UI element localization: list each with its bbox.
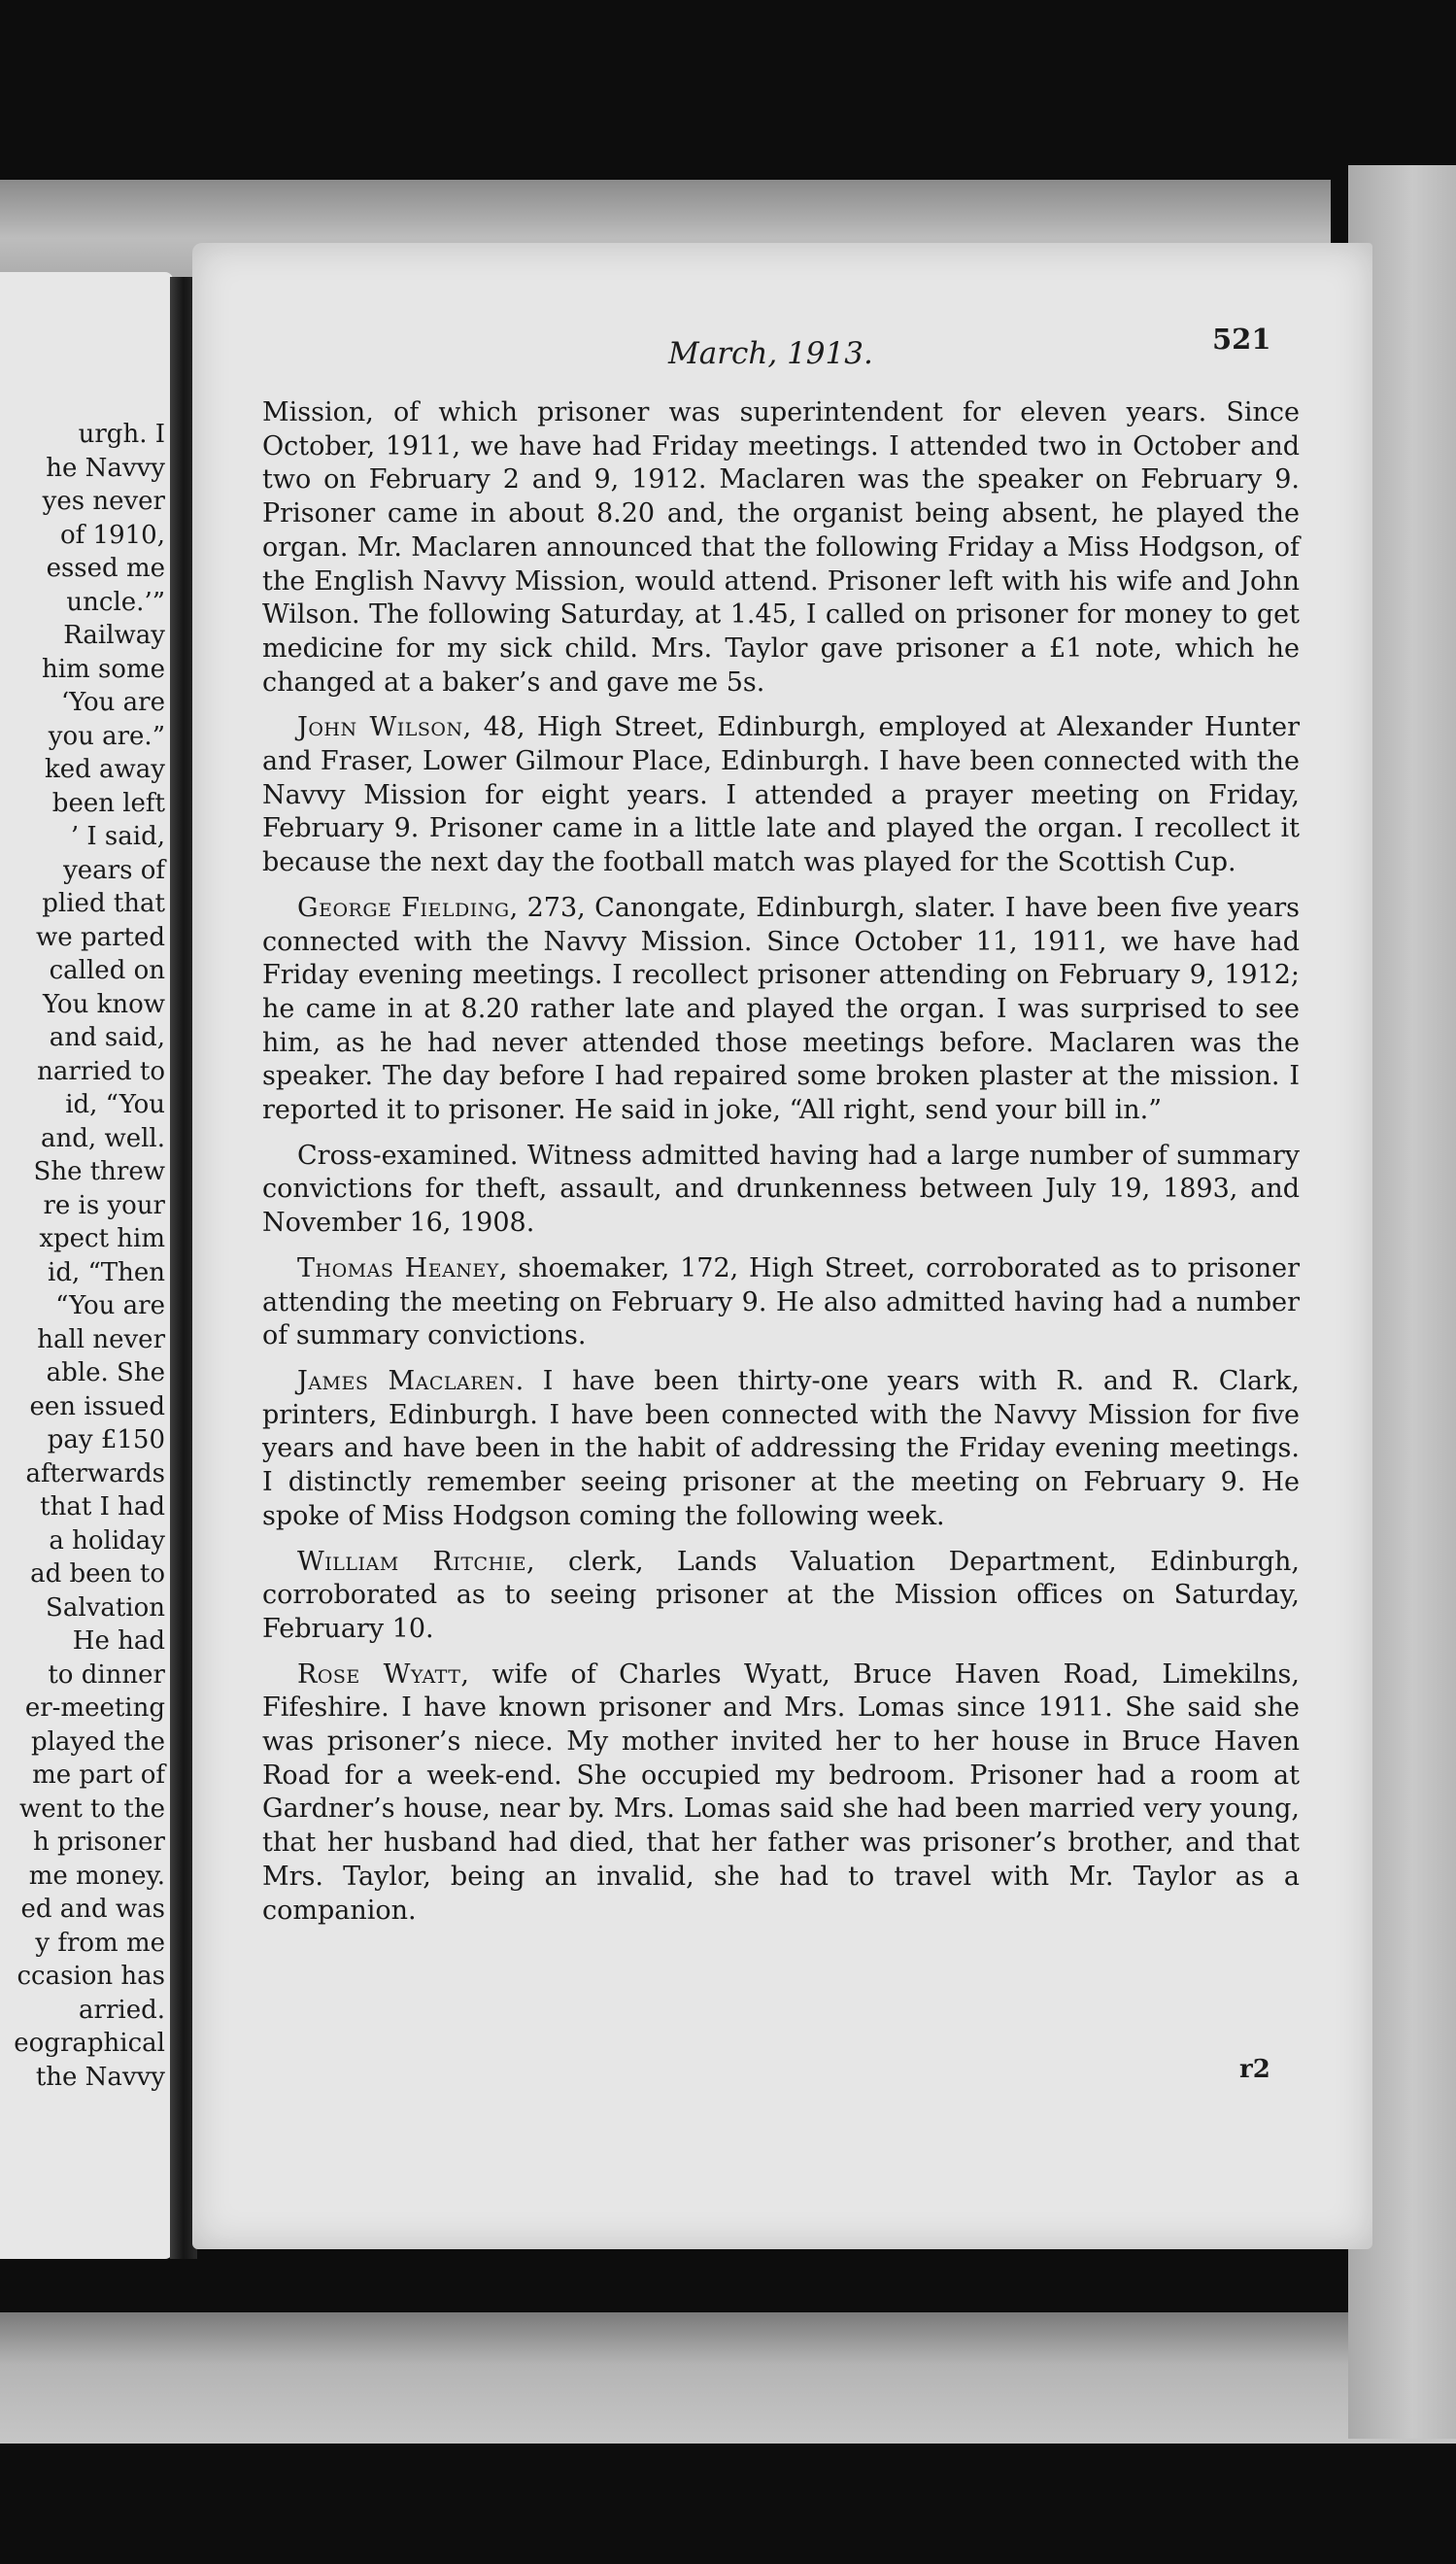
paragraph	[262, 1252, 1300, 1353]
left-page-line: She threw	[33, 1157, 165, 1186]
left-page-line: ccasion has	[17, 1962, 165, 1991]
left-page-line: he Navvy	[46, 453, 165, 483]
witness-name: Thomas Heaney	[297, 1252, 499, 1283]
left-page-line: ed and was	[20, 1895, 165, 1924]
left-page-line: Salvation	[46, 1592, 165, 1623]
paragraph-text: . I have been thirty-one years with R. and R. Clark, printers, Edinburgh. I have been connected with the Navvy Mission for five years and have been in the habit of addressing the Friday evening meetings. I distinctly remember seeing prisoner at the meeting on February 9. He spoke of Miss Hodgson coming the following week.	[262, 1365, 1300, 1531]
witness-name: James Maclaren	[297, 1365, 516, 1396]
left-page-line: played the	[30, 1726, 165, 1757]
left-page-line: able. She	[46, 1358, 165, 1387]
left-page-line: plied that	[42, 889, 165, 918]
left-page-line: called on	[49, 956, 165, 985]
left-page-line: been left	[51, 788, 165, 818]
right-page	[192, 243, 1372, 2249]
left-page-line: He had	[72, 1626, 165, 1656]
paragraph-text: Cross-examined. Witness admitted having had a large number of summary convictions for theft, assault, and drunkenness between July 19, 1893, and November 16, 1908.	[262, 1140, 1300, 1239]
page-number: 521	[1212, 323, 1271, 356]
left-page-fragment	[0, 272, 173, 2259]
paragraph-text: , wife of Charles Wyatt, Bruce Haven Road, Limekilns, Fifeshire. I have known prisoner and Mrs. Lomas since 1911. She said she was prisoner’s niece. My mother invited her to her house in Bruce Haven Road for a week-end. She occupied my bedroom. Prisoner had a room at Gardner’s house, near by. Mrs. Lomas said she had been married very young, that her husband had died, that her father was prisoner’s brother, and that Mrs. Taylor, being an invalid, she had to travel with Mr. Taylor as a companion.	[262, 1658, 1300, 1926]
paragraph-text: Mission, of which prisoner was superintendent for eleven years. Since October, 1911, we have had Friday meetings. I attended two in October and two on February 2 and 9, 1912. Maclaren was the speaker on February 9. Prisoner came in about 8.20 and, the organist being absent, he played the organ. Mr. Maclaren announced that the following Friday a Miss Hodgson, of the English Navvy Mission, would attend. Prisoner left with his wife and John Wilson. The following Saturday, at 1.45, I called on prisoner for money to get medicine for my sick child. Mrs. Taylor gave prisoner a £1 note, which he changed at a baker’s and gave me 5s.	[262, 397, 1300, 698]
left-page-line: me part of	[32, 1761, 165, 1790]
left-page-line: id, “Then	[48, 1257, 165, 1287]
witness-name: William Ritchie	[297, 1546, 527, 1577]
left-page-line: id, “You	[65, 1090, 165, 1119]
left-page-line: You know	[43, 989, 165, 1019]
paragraph	[262, 1140, 1300, 1241]
left-page-line: ‘You are	[60, 688, 165, 717]
left-page-line: yes never	[42, 487, 165, 516]
left-page-line: to dinner	[48, 1659, 165, 1690]
left-page-line: ad been to	[30, 1559, 165, 1589]
page-body	[262, 396, 1300, 1939]
left-page-line: Railway	[63, 621, 165, 650]
left-page-line: re is your	[43, 1190, 165, 1220]
left-page-line: him some	[41, 654, 165, 684]
witness-name: Rose Wyatt	[297, 1658, 461, 1690]
printer-signature-mark: r2	[1239, 2055, 1270, 2084]
film-margin-bottom	[0, 2312, 1456, 2444]
left-page-line: essed me	[46, 554, 165, 583]
left-page-line: years of	[63, 855, 165, 885]
paragraph	[262, 892, 1300, 1128]
left-page-line: me money.	[28, 1861, 165, 1891]
left-page-line: a holiday	[49, 1525, 165, 1555]
left-page-line: and, well.	[41, 1123, 165, 1153]
left-page-line: eographical	[14, 2029, 165, 2058]
left-page-line: you are.”	[48, 721, 165, 751]
witness-name: John Wilson	[297, 712, 463, 743]
left-page-line: we parted	[36, 922, 165, 952]
paragraph	[262, 711, 1300, 880]
left-page-line: uncle.’”	[66, 587, 165, 617]
witness-name: George Fielding	[297, 892, 510, 923]
left-page-line: afterwards	[25, 1458, 165, 1488]
page-header	[192, 323, 1372, 375]
paragraph	[262, 396, 1300, 700]
paragraph-text: , shoemaker, 172, High Street, corroborated as to prisoner attending the meeting on February 9. He also admitted having had a number of summary convictions.	[262, 1252, 1300, 1351]
left-page-line: the Navvy	[35, 2062, 165, 2092]
left-page-line: h prisoner	[33, 1828, 165, 1857]
left-page-line: xpect him	[39, 1224, 165, 1253]
paragraph-text: , clerk, Lands Valuation Department, Edinburgh, corroborated as to seeing prisoner at the Mission offices on Saturday, February 10.	[262, 1546, 1300, 1644]
left-page-line: “You are	[55, 1291, 165, 1320]
left-page-text	[0, 418, 165, 2094]
left-page-line: ’ I said,	[70, 822, 165, 851]
left-page-line: een issued	[29, 1391, 165, 1421]
left-page-line: er-meeting	[24, 1693, 165, 1723]
running-head: March, 1913.	[668, 336, 873, 371]
left-page-line: and said,	[49, 1023, 165, 1052]
paragraph-text: , 273, Canongate, Edinburgh, slater. I have been five years connected with the Navvy Mission. Since October 11, 1911, we have had Friday evening meetings. I recollect prisoner attending on February 9, 1912; he came in at 8.20 rather late and played the organ. I was surprised to see him, as he had never attended those meetings before. Maclaren was the speaker. The day before I had repaired some broken plaster at the mission. I reported it to prisoner. He said in joke, “All right, send your bill in.”	[262, 892, 1301, 1126]
left-page-line: of 1910,	[60, 520, 165, 550]
left-page-line: arried.	[79, 1995, 165, 2025]
left-page-line: pay £150	[47, 1425, 165, 1454]
left-page-line: ked away	[45, 755, 165, 784]
left-page-line: narried to	[37, 1056, 165, 1086]
paragraph	[262, 1658, 1300, 1929]
paragraph-text: , 48, High Street, Edinburgh, employed at Alexander Hunter and Fraser, Lower Gilmour Place, Edinburgh. I have been connected with the Navvy Mission for eight years. I attended a prayer meeting on Friday, February 9. Prisoner came in a little late and played the organ. I recollect it because the next day the football match was played for the Scottish Cup.	[262, 712, 1300, 878]
left-page-line: y from me	[35, 1928, 165, 1958]
left-page-line: that I had	[40, 1492, 165, 1521]
paragraph	[262, 1546, 1300, 1647]
left-page-line: went to the	[18, 1794, 165, 1824]
paragraph	[262, 1365, 1300, 1534]
left-page-line: urgh. I	[78, 420, 165, 449]
left-page-line: hall never	[37, 1324, 165, 1354]
